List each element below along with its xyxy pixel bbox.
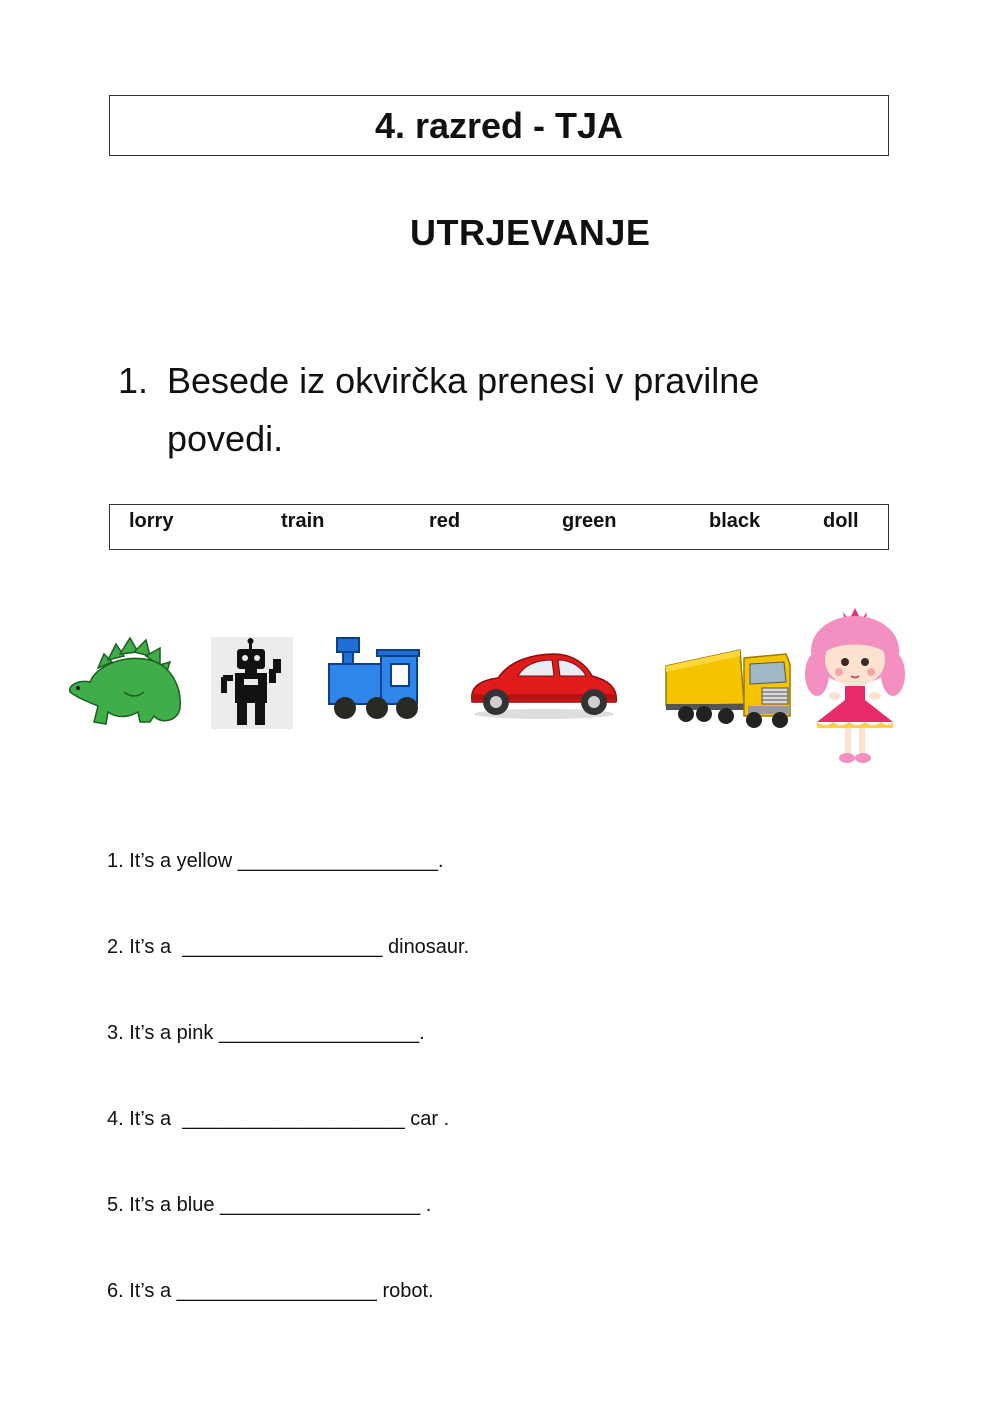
word-red: red	[429, 510, 461, 532]
sentence-2: 2. It’s a __________________ dinosaur.	[107, 936, 470, 958]
word-train: train	[281, 510, 325, 532]
dinosaur-icon	[64, 636, 186, 733]
car-icon	[468, 650, 620, 727]
page-subtitle: UTRJEVANJE	[410, 212, 651, 253]
task-text: Besede iz okvirčka prenesi v pravilne povedi.	[167, 360, 760, 459]
sentence-1: 1. It’s a yellow __________________.	[107, 850, 444, 872]
sentence-5: 5. It’s a blue __________________ .	[107, 1194, 432, 1216]
page-title: 4. razred - TJA	[374, 104, 624, 146]
robot-icon	[211, 637, 293, 734]
word-black: black	[709, 510, 761, 532]
sentence-3: 3. It’s a pink __________________.	[107, 1022, 425, 1044]
doll-icon	[805, 604, 905, 777]
sentence-6: 6. It’s a __________________ robot.	[107, 1280, 434, 1302]
word-lorry: lorry	[129, 510, 174, 532]
word-green: green	[562, 510, 617, 532]
word-box	[109, 504, 889, 550]
task-number: 1.	[118, 360, 149, 401]
sentence-4: 4. It’s a ____________________ car .	[107, 1108, 450, 1130]
train-icon	[325, 636, 423, 727]
lorry-icon	[664, 644, 794, 737]
word-doll: doll	[823, 510, 859, 532]
title-box	[109, 95, 889, 156]
